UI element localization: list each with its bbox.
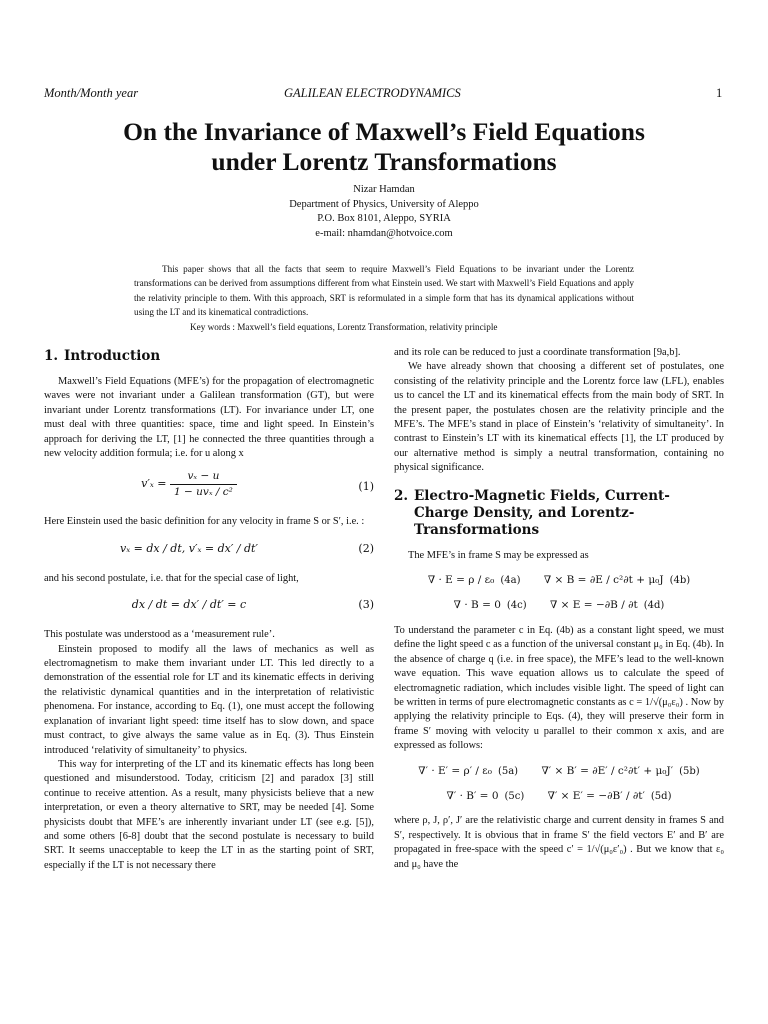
author-address: P.O. Box 8101, Aleppo, SYRIA bbox=[317, 213, 451, 224]
author-department: Department of Physics, University of Aleppo bbox=[289, 198, 479, 210]
equation-1: v′ₓ = $\frac{\text{vₓ − u}}{\text{1 − uvₓ / c²}}$ (1) bbox=[141, 470, 374, 498]
equation-1-number: (1) bbox=[358, 480, 374, 494]
equations-5a-5b: ∇′ · E′ = ρ′ / ε₀ (5a) ∇′ × B′ = ∂E′ / c²∂t′ + μ₀J′ (5b) bbox=[418, 764, 700, 777]
intro-paragraph-3: and his second postulate, i.e. that for the special case of light, bbox=[44, 572, 299, 584]
equation-3-number: (3) bbox=[358, 598, 374, 612]
author-block bbox=[180, 183, 588, 241]
intro-paragraph-1: Maxwell’s Field Equations (MFE’s) for the propagation of electromagnetic waves were not invariant under a Galilean transformation (GT), but were invariant under Lorentz transformations (LT). For invariance under LT, one must deal with three quantities: space, time and light speed. In Einstein’s approach for deriving the LT, [1] he connected the three quantities through a new velocity addition formula; i.e. for u along x bbox=[44, 376, 374, 460]
intro-paragraph-2: Here Einstein used the basic definition for any velocity in frame S or S′, i.e. : bbox=[44, 516, 365, 528]
equation-2: vₓ = dx / dt, v′ₓ = dx′ / dt′ (2) bbox=[120, 541, 374, 555]
equations-4a-4b: ∇ · E = ρ / ε₀ (4a) ∇ × B = ∂E / c²∂t + μ₀J (4b) bbox=[427, 574, 691, 587]
intro-paragraph-6: This way for interpreting of the LT and its kinematic effects has long been questioned and misunderstood. Today, criticism [2] and paradox [3] still continue to receive attention. As a result, many physicists believe that a new interpretation, or even a theory alternative to SRT, may be needed [4]. Some physicists doubt that MFE’s are inherently invariant under LT (see e.g. [5]), and some others [6-8] doubt that the second postulate is necessary to build SRT. It seems unacceptable to keep the LT in as the starting point of SRT, especially if the LT is not necessary there bbox=[44, 758, 374, 871]
page-number: 1 bbox=[716, 86, 723, 100]
section-1-heading: 1. Introduction bbox=[44, 348, 161, 364]
equation-3: dx / dt = dx′ / dt′ = c (3) bbox=[131, 598, 374, 612]
right-column bbox=[394, 346, 724, 872]
continued-paragraph: and its role can be reduced to just a coordinate transformation [9a,b]. bbox=[394, 347, 681, 358]
section-2-heading: 2. Electro-Magnetic Fields, Current-Charge Density, and Lorentz-Transformations bbox=[394, 487, 670, 538]
equations-5c-5d: ∇′ · B′ = 0 (5c) ∇′ × E′ = −∂B′ / ∂t′ (5d) bbox=[446, 789, 672, 802]
abstract bbox=[134, 262, 634, 334]
title-line-1: On the Invariance of Maxwell’s Field Equations bbox=[123, 117, 645, 146]
intro-paragraph-5: Einstein proposed to modify all the laws of mechanics as well as electromagnetism to make them invariant under LT. This led directly to a demonstration of the essential role for LT and its kinematic effects in deriving the relativistic dynamical quantities and in the interpretation of relativistic phenomena. For instance, according to Eq. (1), one must accept the following explanation of invariant light speed: time itself has to slow down, and space must contract, to give always the same value as in Eq. (3). Thus Einstein introduced ‘relativity of simultaneity’ to physics. bbox=[44, 643, 374, 756]
left-column bbox=[44, 346, 374, 873]
equation-2-number: (2) bbox=[358, 541, 374, 555]
paper-title bbox=[60, 117, 708, 177]
running-header-date: Month/Month year bbox=[44, 86, 139, 100]
keywords: Key words : Maxwell’s field equations, Lorentz Transformation, relativity principle bbox=[190, 321, 498, 332]
postulates-paragraph: We have already shown that choosing a different set of postulates, one consisting of the relativity principle and the Lorentz force law (LFL), enables us to cancel the LT and its kinematical effects from the main body of SRT. In the present paper, the postulates chosen are the relativity principle and the MFE’s. The MFE’s stand in place of Einstein’s ‘relativity of simultaneity’. In contrast to Einstein’s LT with its kinematical effects [1], the LT produced by our alternative method is simply a neutral transformation, containing no physical significance. bbox=[394, 361, 724, 474]
light-speed-paragraph: To understand the parameter c in Eq. (4b) as a constant light speed, we must define the light speed c as a function of the universal constant μ₀ in Eq. (4b). In the absence of charge q (i.e. in free space), the MFE’s lead to the well-known wave equation. This wave equation allows us to calculate the speed of electromagnetic radiation, which includes visible light. The speed of light can be written in terms of pure electromagnetic constants as c = 1/√(μ₀ε₀) . Now by applying the relativity principle to Eqs. (4), they will preserve their form in frame S′ moving with velocity u parallel to their common x axis, and are expressed as follows: bbox=[394, 624, 724, 752]
intro-paragraph-4: This postulate was understood as a ‘measurement rule’. bbox=[44, 629, 275, 641]
mfe-intro-paragraph: The MFE’s in frame S may be expressed as bbox=[408, 549, 589, 561]
abstract-text: This paper shows that all the facts that seem to require Maxwell’s Field Equations to be invariant under the Lorentz transformations can be derived from assumptions different from what Einstein used. We start with Maxwell’s Field Equations and apply the relativity principle to them. With this approach, SRT is reformulated in a simple form that has its dynamical applications without using the LT and its kinematical contradictions. bbox=[134, 264, 634, 318]
title-line-2: under Lorentz Transformations bbox=[211, 147, 557, 176]
author-name: Nizar Hamdan bbox=[353, 184, 415, 195]
author-email: e-mail: nhamdan@hotvoice.com bbox=[315, 227, 453, 239]
relativistic-density-paragraph: where ρ, J, ρ′, J′ are the relativistic charge and current density in frames S and S′, respectively. It is obvious that in frame S′ the field vectors E′ and B′ are propagated in free-space with the speed c′ = 1/√(μ₀ε′₀) . But we know that ε₀ and μ₀ have the bbox=[394, 815, 724, 870]
running-header-journal: GALILEAN ELECTRODYNAMICS bbox=[284, 86, 461, 100]
equations-4c-4d: ∇ · B = 0 (4c) ∇ × E = −∂B / ∂t (4d) bbox=[453, 599, 665, 612]
